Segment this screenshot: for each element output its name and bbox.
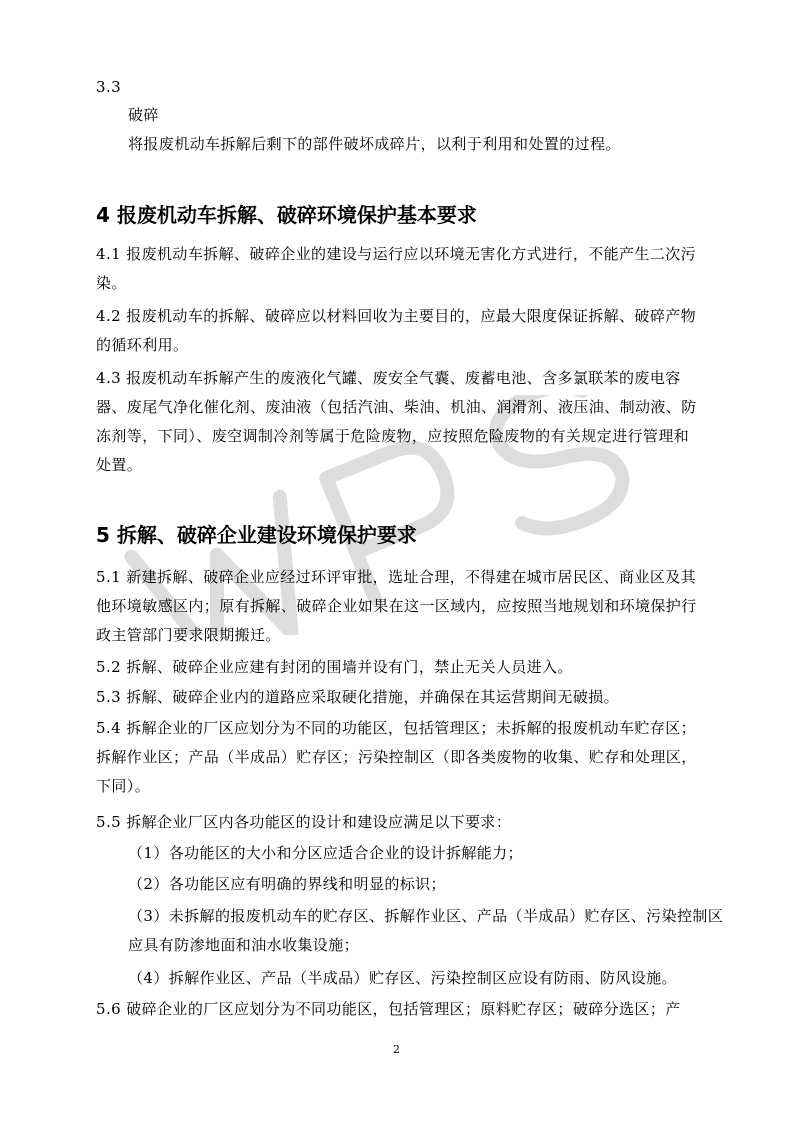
paragraph: 5.3 拆解、破碎企业内的道路应采取硬化措施，并确保在其运营期间无破损。 xyxy=(96,688,620,706)
paragraph: 5.5 拆解企业厂区内各功能区的设计和建设应满足以下要求： xyxy=(96,813,512,831)
section-heading: 5 拆解、破碎企业建设环境保护要求 xyxy=(96,523,417,547)
paragraph: 5.1 新建拆解、破碎企业应经过环评审批，选址合理，不得建在城市居民区、商业区及其他环境敏感区内；原有拆解、破碎企业如果在这一区域内，应按照当地规划和环境保护行政主管部门要求限期搬迁。 xyxy=(96,568,697,644)
page-number: 2 xyxy=(393,1043,400,1056)
paragraph: 4.3 报废机动车拆解产生的废液化气罐、废安全气囊、废蓄电池、含多氯联苯的废电容器、废尾气净化催化剂、废油液（包括汽油、柴油、机油、润滑剂、液压油、制动液、防冻剂等，下同）、废空调制冷剂等属于危险废物，应按照危险废物的有关规定进行管理和处置。 xyxy=(96,369,697,474)
list-item: （3）未拆解的报废机动车的贮存区、拆解作业区、产品（半成品）贮存区、污染控制区应具有防渗地面和油水收集设施； xyxy=(128,907,724,954)
paragraph: 5.6 破碎企业的厂区应划分为不同功能区，包括管理区；原料贮存区；破碎分选区；产 xyxy=(96,1000,681,1018)
paragraph: 4.1 报废机动车拆解、破碎企业的建设与运行应以环境无害化方式进行，不能产生二次污染。 xyxy=(96,245,697,292)
list-item: （4）拆解作业区、产品（半成品）贮存区、污染控制区应设有防雨、防风设施。 xyxy=(128,969,677,987)
paragraph: 5.4 拆解企业的厂区应划分为不同的功能区，包括管理区；未拆解的报废机动车贮存区；拆解作业区；产品（半成品）贮存区；污染控制区（即各类废物的收集、贮存和处理区，下同）。 xyxy=(96,719,697,795)
paragraph: 5.2 拆解、破碎企业应建有封闭的围墙并设有门，禁止无关人员进入。 xyxy=(96,658,573,676)
section-number: 3.3 xyxy=(96,78,122,96)
list-item: （1）各功能区的大小和分区应适合企业的设计拆解能力； xyxy=(128,844,523,862)
term: 破碎 xyxy=(128,106,159,124)
paragraph: 4.2 报废机动车的拆解、破碎应以材料回收为主要目的，应最大限度保证拆解、破碎产物的循环利用。 xyxy=(96,307,697,354)
term-definition: 将报废机动车拆解后剩下的部件破坏成碎片，以利于利用和处置的过程。 xyxy=(128,135,621,153)
section-heading: 4 报废机动车拆解、破碎环境保护基本要求 xyxy=(96,203,477,227)
list-item: （2）各功能区应有明确的界线和明显的标识； xyxy=(128,875,446,893)
